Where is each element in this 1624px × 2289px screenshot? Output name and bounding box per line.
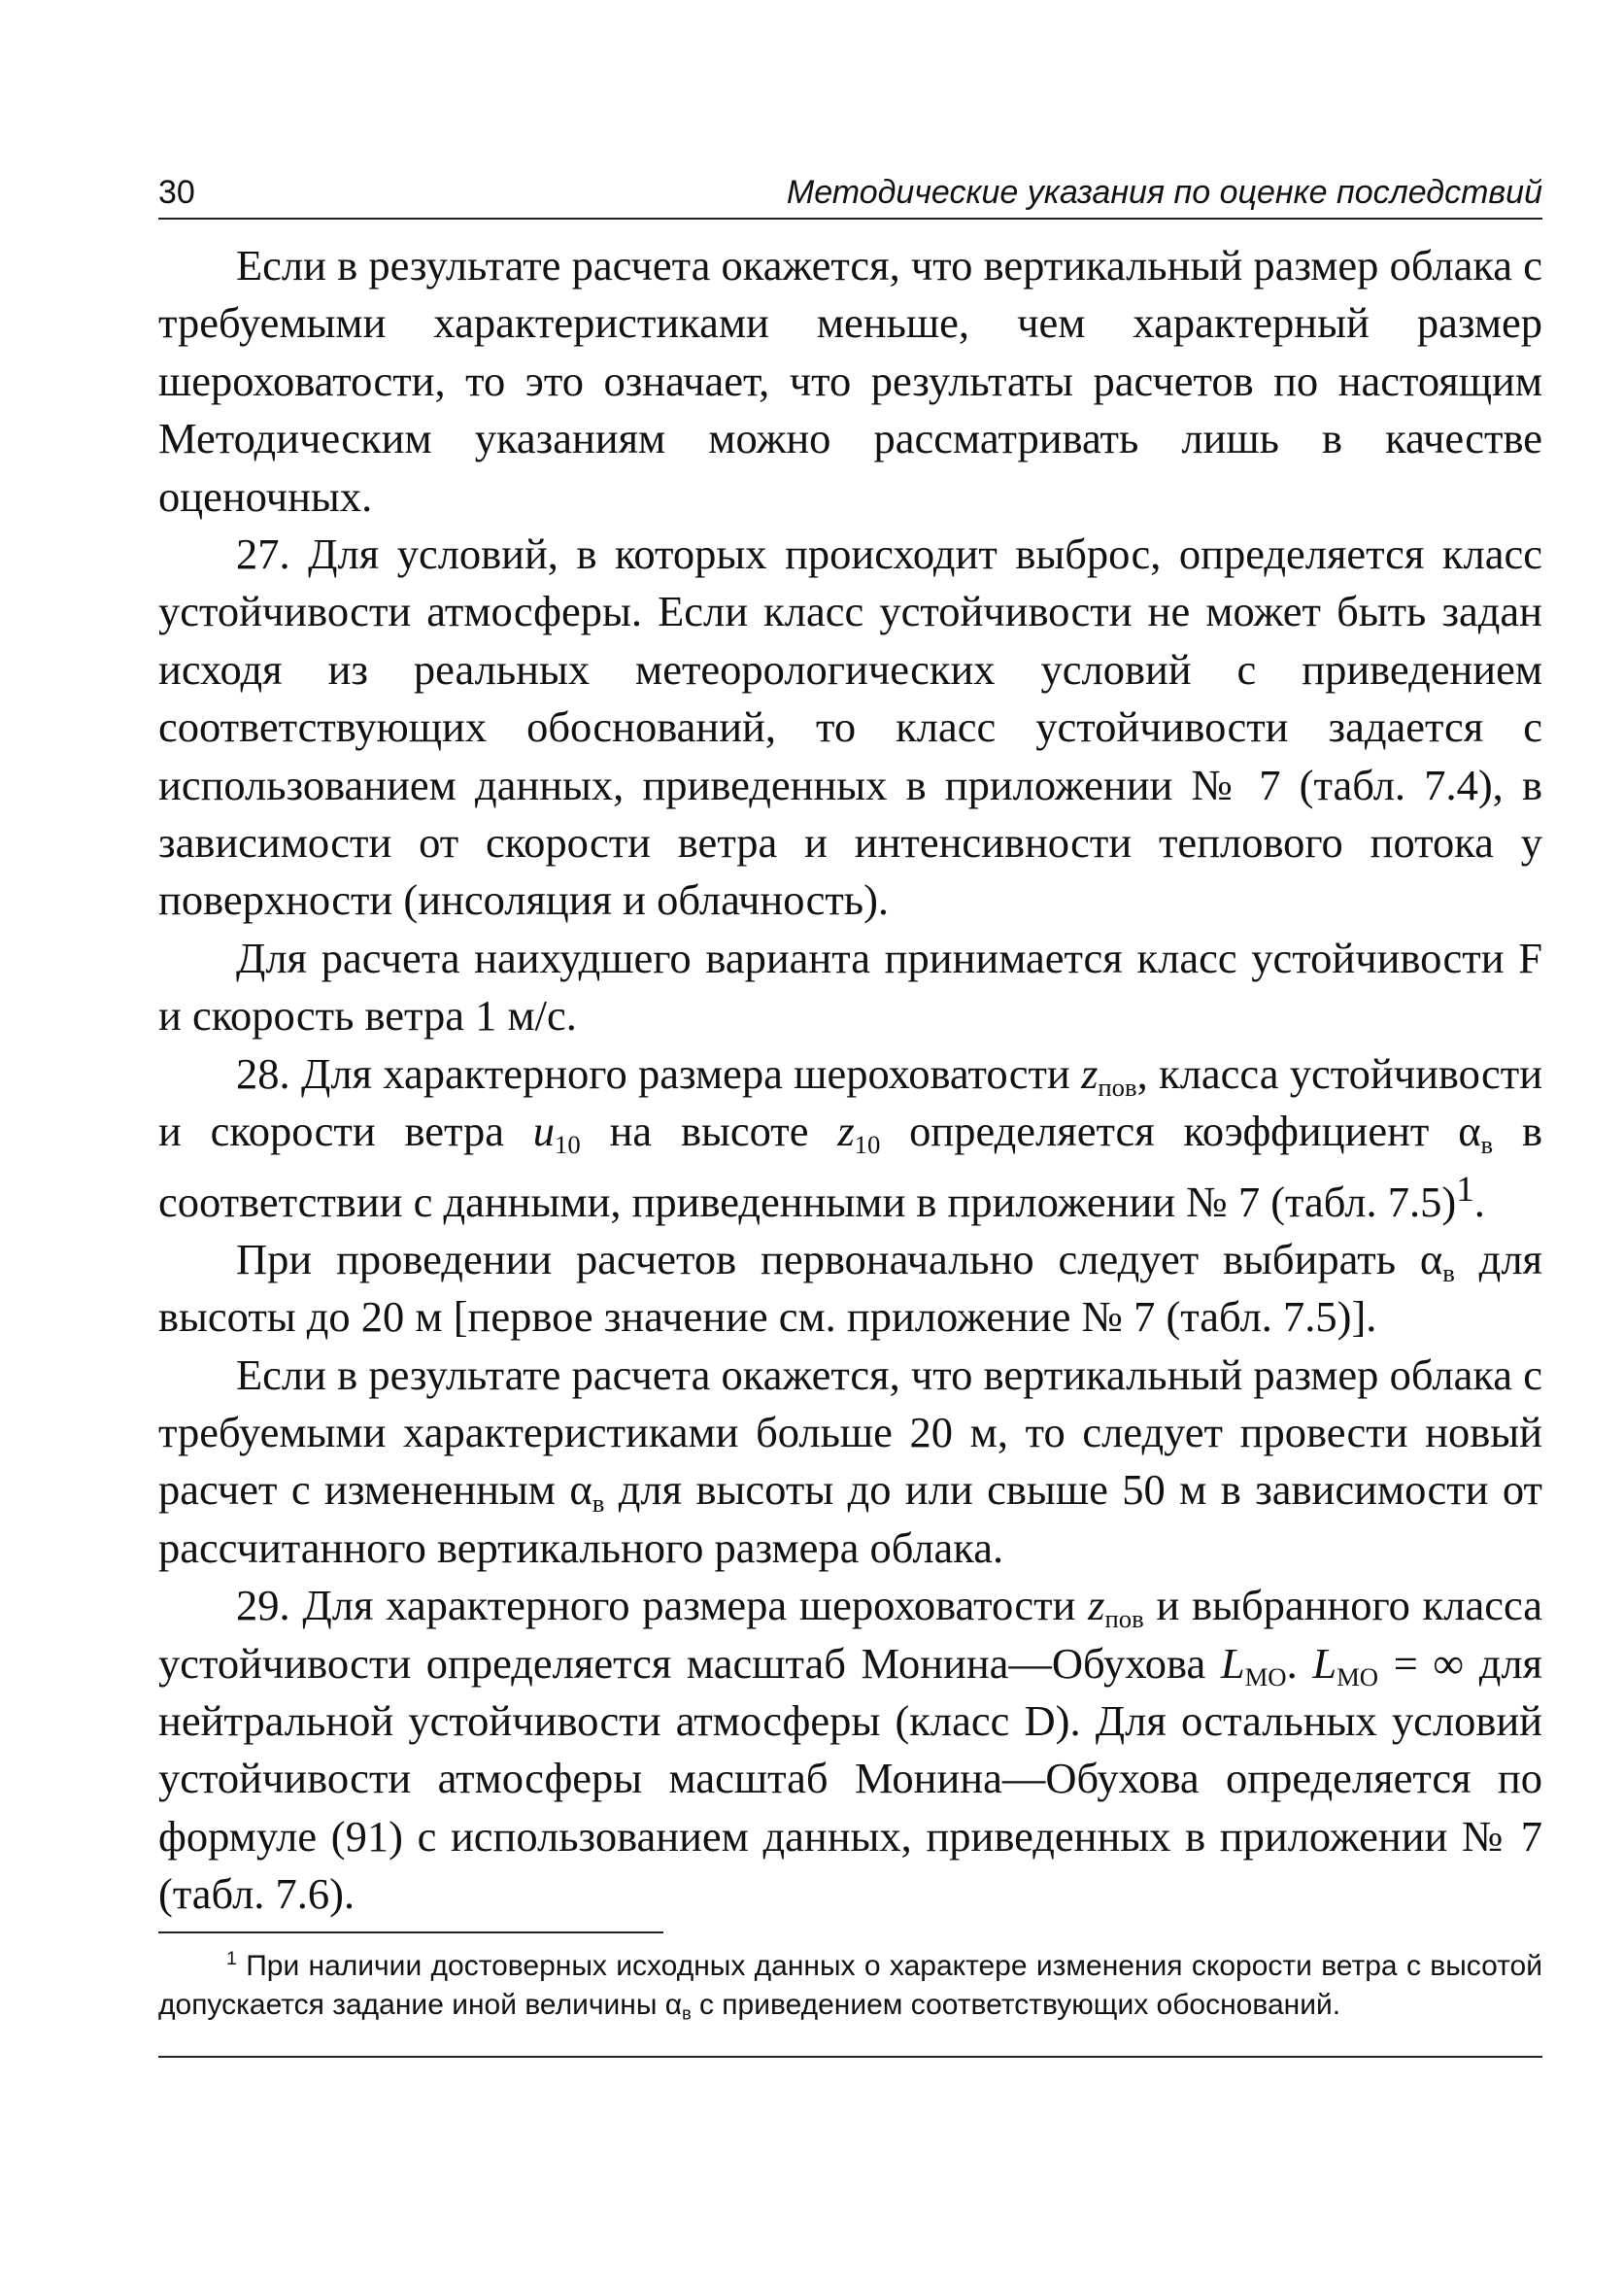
symbol-alpha: α xyxy=(569,1465,592,1515)
page-number: 30 xyxy=(158,174,195,211)
text-span: для высоты до или свыше 50 м в зависимости от рассчитанного вертикального размера облака. xyxy=(158,1465,1542,1572)
subscript: в xyxy=(682,2003,692,2023)
symbol-l-mo xyxy=(1312,1639,1336,1688)
symbol-letter: u xyxy=(532,1107,556,1156)
subscript: МО xyxy=(1336,1661,1379,1691)
subscript: 10 xyxy=(854,1130,881,1160)
text-span: определяется коэффициент xyxy=(880,1107,1459,1156)
symbol-letter: L xyxy=(1312,1638,1337,1688)
running-title: Методические указания по оценке последствий xyxy=(786,174,1542,211)
symbol-letter: z xyxy=(837,1107,855,1156)
text-span: Если в результате расчета окажется, что вертикальный размер облака с требуемыми характеристиками больше 20 м, то следует провести новый расчет с измененным xyxy=(158,1349,1542,1515)
subscript: пов xyxy=(1104,1604,1144,1634)
subscript: пов xyxy=(1098,1072,1137,1102)
text-span: При наличии достоверных исходных данных о характере изменения скорости ветра с высотой допускается задание иной величины xyxy=(158,1949,1542,2021)
subscript: в xyxy=(592,1488,605,1519)
footnote-marker: 1 xyxy=(226,1947,237,1969)
text-span: 29. Для характерного размера шероховатости xyxy=(236,1581,1089,1630)
body-text xyxy=(158,237,1542,1924)
paragraph-2: 27. Для условий, в которых происходит выброс, определяется класс устойчивости атмосферы. Если класс устойчивости не может быть задан исходя из реальных метеорологических условий с приведением соответствующих обоснований, то класс устойчивости задается с использованием данных, приведенных в приложении № 7 (табл. 7.4), в зависимости от скорости ветра и интенсивности теплового потока у поверхности (инсоляция и облачность). xyxy=(158,530,1542,925)
paragraph-4 xyxy=(158,1045,1542,1231)
symbol-z-pov xyxy=(1088,1581,1104,1629)
text-span: на высоте xyxy=(580,1107,838,1156)
symbol-u10 xyxy=(533,1107,555,1155)
footnote xyxy=(158,1947,1542,2025)
running-header xyxy=(158,173,1542,220)
symbol-letter: z xyxy=(1081,1048,1099,1098)
text-span: . xyxy=(1473,1177,1485,1226)
paragraph-7 xyxy=(158,1577,1542,1923)
text-span: для высоты до 20 м [первое значение см. приложение № 7 (табл. 7.5)]. xyxy=(158,1234,1542,1342)
paragraph-3: Для расчета наихудшего варианта принимается класс устойчивости F и скорость ветра 1 м/с. xyxy=(158,933,1542,1041)
text-span: с приведением соответствующих обоснований. xyxy=(691,1988,1341,2021)
text-span: . xyxy=(1286,1638,1313,1688)
symbol-alpha: α xyxy=(1458,1107,1481,1156)
text-span: 28. Для характерного размера шероховатости xyxy=(236,1048,1082,1098)
text-span: и выбранного класса устойчивости определяется масштаб Монина—Обухова xyxy=(158,1581,1542,1688)
footnote-reference[interactable]: 1 xyxy=(1456,1169,1474,1210)
symbol-alpha: α xyxy=(1419,1234,1443,1283)
symbol-letter: z xyxy=(1088,1581,1105,1630)
subscript: 10 xyxy=(555,1130,581,1160)
bottom-divider xyxy=(158,2056,1542,2058)
paragraph-6 xyxy=(158,1347,1542,1578)
footnote-divider xyxy=(158,1931,663,1933)
symbol-alpha: α xyxy=(664,1988,683,2021)
text-span: = ∞ для нейтральной устойчивости атмосферы (класс D). Для остальных условий устойчивости атмосферы масштаб Монина—Обухова определяется по формуле (91) с использованием данных, приведенных в приложении № 7 (табл. 7.6). xyxy=(158,1638,1543,1919)
symbol-z10 xyxy=(837,1107,854,1155)
symbol-l-mo xyxy=(1221,1639,1245,1688)
symbol-letter: L xyxy=(1220,1638,1245,1688)
symbol-z-pov xyxy=(1081,1049,1098,1098)
document-page xyxy=(158,173,1542,2058)
paragraph-1: Если в результате расчета окажется, что вертикальный размер облака с требуемыми характеристиками меньше, чем характерный размер шероховатости, то это означает, что результаты расчетов по настоящим Методическим указаниям можно рассматривать лишь в качестве оценочных. xyxy=(158,241,1542,521)
text-span: в соответствии с данными, приведенными в приложении № 7 (табл. 7.5) xyxy=(158,1107,1543,1226)
subscript: в xyxy=(1442,1257,1455,1287)
text-span: При проведении расчетов первоначально следует выбирать xyxy=(236,1234,1420,1283)
paragraph-5 xyxy=(158,1231,1542,1347)
subscript: в xyxy=(1480,1130,1494,1160)
subscript: МО xyxy=(1244,1661,1287,1691)
text-span: , класса устойчивости и скорости ветра xyxy=(158,1048,1543,1156)
